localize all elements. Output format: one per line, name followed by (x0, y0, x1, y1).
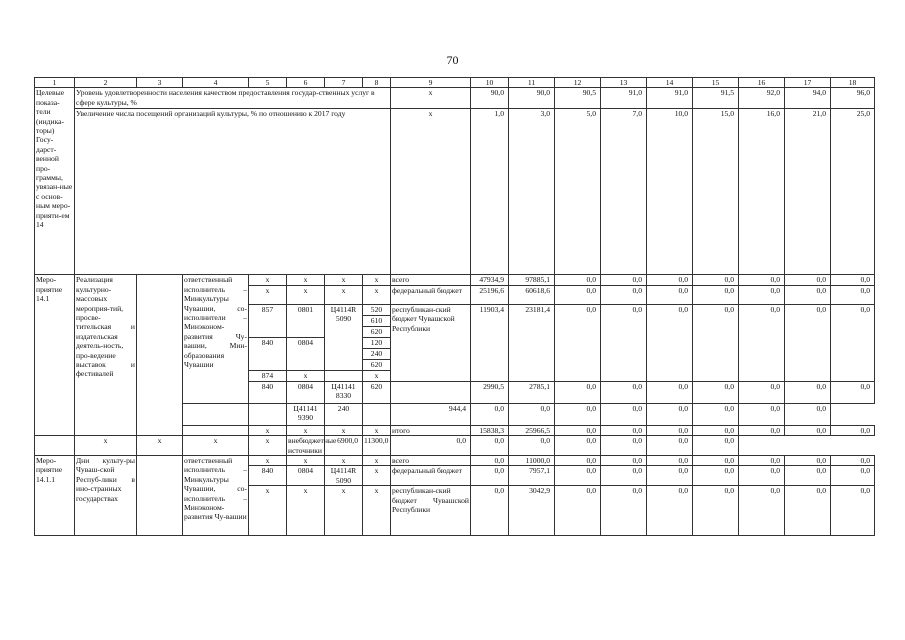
value-cell: 0,0 (739, 304, 785, 381)
value-cell: 3,0 (509, 109, 555, 275)
header-cell: 3 (137, 78, 183, 88)
value-cell: 5,0 (555, 109, 601, 275)
table-cell: Ц4114R 5090 (325, 304, 363, 370)
value-cell: 0,0 (647, 381, 693, 403)
budget-table (34, 77, 875, 536)
value-cell: 0,0 (555, 403, 601, 425)
table-cell: x (249, 425, 287, 435)
value-cell: 15,0 (693, 109, 739, 275)
value-cell: 0,0 (555, 456, 601, 466)
table-cell: x (249, 285, 287, 304)
header-cell: 8 (363, 78, 391, 88)
table-cell: x (325, 456, 363, 466)
value-cell: 0,0 (601, 436, 647, 456)
value-cell: 90,5 (555, 88, 601, 109)
table-cell: x (183, 436, 249, 456)
table-cell: x (391, 88, 471, 109)
value-cell: 60618,6 (509, 285, 555, 304)
value-cell: 0,0 (739, 486, 785, 536)
table-cell: 240 (363, 348, 391, 359)
table-cell: x (325, 285, 363, 304)
value-cell: 0,0 (693, 403, 739, 425)
table-cell: федеральный бюджет (391, 285, 471, 304)
value-cell: 0,0 (785, 381, 831, 403)
measure-name: Дни культу-ры Чуваш-ской Респуб-лики в ино-странных государствах (75, 456, 137, 536)
value-cell: 0,0 (647, 466, 693, 486)
value-cell: 0,0 (785, 486, 831, 536)
table-cell: x (363, 275, 391, 285)
table-row (35, 456, 875, 466)
value-cell: 0,0 (831, 285, 875, 304)
table-cell: 0801 (287, 304, 325, 337)
value-cell: 90,0 (471, 88, 509, 109)
value-cell: 0,0 (601, 304, 647, 381)
value-cell: 0,0 (693, 456, 739, 466)
table-row (35, 88, 875, 109)
table-cell: 620 (363, 359, 391, 370)
value-cell: 2990,5 (471, 381, 509, 403)
table-cell: республикан-ский бюджет Чувашской Республики (391, 486, 471, 536)
header-cell: 9 (391, 78, 471, 88)
value-cell: 23181,4 (509, 304, 555, 381)
value-cell: 0,0 (471, 403, 509, 425)
table-cell: x (391, 109, 471, 275)
table-cell: 120 (363, 337, 391, 348)
value-cell: 90,0 (509, 88, 555, 109)
value-cell: 25966,5 (509, 425, 555, 435)
value-cell: 0,0 (831, 425, 875, 435)
table-cell: республикан-ский бюджет Чувашской Республики (391, 304, 471, 381)
table-cell: 0804 (287, 381, 325, 403)
table-cell: 620 (363, 326, 391, 337)
value-cell: 3042,9 (509, 486, 555, 536)
value-cell: 0,0 (471, 436, 509, 456)
value-cell: 0,0 (693, 425, 739, 435)
value-cell: 0,0 (601, 403, 647, 425)
page-number: 70 (446, 53, 459, 67)
header-cell: 6 (287, 78, 325, 88)
table-cell (249, 403, 287, 425)
value-cell: 0,0 (647, 436, 693, 456)
table-cell: 620 (363, 381, 391, 403)
value-cell: 0,0 (601, 285, 647, 304)
table-cell: 520 (363, 304, 391, 315)
value-cell: 11000,0 (509, 456, 555, 466)
table-cell: x (325, 275, 363, 285)
goal-text: Уровень удовлетворенности населения качеством предоставления государ-ственных услуг в сфере культуры, % (75, 88, 391, 109)
value-cell: 0,0 (693, 304, 739, 381)
value-cell: 0,0 (693, 436, 739, 456)
table-cell: Ц41141 8330 (325, 381, 363, 403)
table-cell: федеральный бюджет (391, 466, 471, 486)
table-cell: внебюджетные источники (288, 436, 337, 455)
table-cell: 240 (325, 403, 363, 425)
value-cell: 0,0 (739, 275, 785, 285)
value-cell: 0,0 (739, 456, 785, 466)
value-cell: 0,0 (739, 466, 785, 486)
executor: ответственный исполнитель – Минкультуры Чувашии, со-исполнитель – Минэконом-развития Чу-вашии (183, 456, 249, 536)
value-cell: 10,0 (647, 109, 693, 275)
header-cell: 1 (35, 78, 75, 88)
value-cell: 0,0 (601, 381, 647, 403)
table-cell: x (75, 436, 137, 456)
value-cell: 25196,6 (471, 285, 509, 304)
value-cell: 0,0 (785, 425, 831, 435)
value-cell: 0,0 (647, 285, 693, 304)
header-cell: 17 (785, 78, 831, 88)
header-cell: 13 (601, 78, 647, 88)
value-cell: 0,0 (555, 486, 601, 536)
value-cell: 0,0 (391, 436, 471, 456)
value-cell: 0,0 (785, 304, 831, 381)
measure-id: Меро-приятие 14.1 (35, 275, 75, 436)
table-cell (137, 275, 183, 436)
value-cell: 0,0 (647, 456, 693, 466)
table-cell: x (249, 486, 287, 536)
table-row (35, 78, 875, 88)
table-cell: Ц4114R 5090 (325, 466, 363, 486)
value-cell: 91,5 (693, 88, 739, 109)
table-cell: 610 (363, 315, 391, 326)
table-cell: 840 (249, 381, 287, 403)
value-cell: 0,0 (739, 425, 785, 435)
value-cell: 94,0 (785, 88, 831, 109)
table-cell: всего (391, 275, 471, 285)
value-cell: 0,0 (555, 304, 601, 381)
header-cell: 12 (555, 78, 601, 88)
table-cell: всего (391, 456, 471, 466)
value-cell: 1,0 (471, 109, 509, 275)
value-cell: 0,0 (601, 466, 647, 486)
value-cell: 11300,0 (363, 436, 391, 456)
value-cell: 0,0 (555, 275, 601, 285)
value-cell: 0,0 (509, 436, 555, 456)
header-cell: 7 (325, 78, 363, 88)
table-cell: x (249, 436, 287, 456)
table-cell (183, 403, 249, 425)
table-cell: 857 (249, 304, 287, 337)
value-cell: 11903,4 (471, 304, 509, 381)
table-cell: x (363, 456, 391, 466)
table-cell: 840 (249, 337, 287, 370)
value-cell: 0,0 (739, 403, 785, 425)
value-cell: 0,0 (555, 381, 601, 403)
table-cell: x (363, 285, 391, 304)
table-cell: x (363, 486, 391, 536)
value-cell: 0,0 (739, 285, 785, 304)
value-cell: 0,0 (831, 466, 875, 486)
goals-label: Целевые показа-тели (индика-торы) Госу-дарст-венной про-граммы, увязан-ные с основ-ным меро-прияти-ем 14 (35, 88, 75, 275)
table-cell: x (287, 425, 325, 435)
value-cell: 0,0 (555, 466, 601, 486)
table-cell: 0804 (287, 337, 325, 370)
table-row (35, 109, 875, 275)
table-cell: итого (391, 425, 471, 435)
header-cell: 11 (509, 78, 555, 88)
value-cell: 91,0 (601, 88, 647, 109)
table-cell: x (363, 425, 391, 435)
table-cell: Ц41141 9390 (287, 403, 325, 425)
value-cell: 97885,1 (509, 275, 555, 285)
table-cell: x (325, 486, 363, 536)
value-cell: 91,0 (647, 88, 693, 109)
table-cell: x (249, 275, 287, 285)
value-cell: 0,0 (831, 275, 875, 285)
value-cell: 2785,1 (509, 381, 555, 403)
value-cell: 0,0 (601, 456, 647, 466)
value-cell: 0,0 (471, 486, 509, 536)
value-cell: 92,0 (739, 88, 785, 109)
value-cell: 6900,0 (325, 436, 363, 456)
table-cell: 874 (249, 370, 287, 381)
header-cell: 16 (739, 78, 785, 88)
header-cell: 14 (647, 78, 693, 88)
value-cell: 0,0 (785, 285, 831, 304)
value-cell: 0,0 (647, 486, 693, 536)
table-cell: x (287, 486, 325, 536)
header-cell: 4 (183, 78, 249, 88)
table-cell (183, 425, 249, 435)
table-cell: x (363, 370, 391, 381)
table-cell (35, 436, 75, 456)
table-cell: 840 (249, 466, 287, 486)
table-cell: x (287, 285, 325, 304)
value-cell: 25,0 (831, 109, 875, 275)
value-cell: 0,0 (785, 275, 831, 285)
table-cell: x (137, 436, 183, 456)
value-cell: 0,0 (509, 403, 555, 425)
value-cell: 0,0 (693, 285, 739, 304)
table-cell: x (249, 456, 287, 466)
value-cell: 16,0 (739, 109, 785, 275)
value-cell: 0,0 (555, 436, 601, 456)
value-cell: 0,0 (785, 403, 831, 425)
value-cell: 7957,1 (509, 466, 555, 486)
value-cell: 0,0 (693, 486, 739, 536)
value-cell: 0,0 (601, 425, 647, 435)
table-cell (137, 456, 183, 536)
value-cell: 0,0 (693, 275, 739, 285)
value-cell: 0,0 (647, 425, 693, 435)
header-cell: 18 (831, 78, 875, 88)
value-cell: 47934,9 (471, 275, 509, 285)
value-cell: 0,0 (471, 456, 509, 466)
table-cell: x (325, 425, 363, 435)
value-cell: 21,0 (785, 109, 831, 275)
table-row (35, 275, 875, 285)
value-cell: 0,0 (555, 285, 601, 304)
value-cell: 0,0 (785, 456, 831, 466)
value-cell: 0,0 (471, 466, 509, 486)
value-cell: 944,4 (391, 403, 471, 425)
value-cell: 0,0 (831, 381, 875, 403)
value-cell: 0,0 (601, 486, 647, 536)
table-cell (325, 370, 363, 381)
value-cell: 96,0 (831, 88, 875, 109)
executor: ответственный исполнитель – Минкультуры Чувашии, со-исполнители – Минэконом-развития Чу-вашии, Мин-образования Чувашии (183, 275, 249, 403)
header-cell: 15 (693, 78, 739, 88)
goal-text: Увеличение числа посещений организаций культуры, % по отношению к 2017 году (75, 109, 391, 275)
measure-name: Реализация культурно-массовых мероприя-тий, просве-тительская и издательская деятель-ность, про-ведение выставок и фестивалей (75, 275, 137, 436)
header-cell: 2 (75, 78, 137, 88)
value-cell: 0,0 (601, 275, 647, 285)
header-cell: 5 (249, 78, 287, 88)
measure-id: Меро-приятие 14.1.1 (35, 456, 75, 536)
value-cell: 0,0 (647, 403, 693, 425)
value-cell: 0,0 (831, 456, 875, 466)
value-cell: 0,0 (785, 466, 831, 486)
value-cell: 0,0 (693, 381, 739, 403)
table-cell (391, 381, 471, 403)
value-cell: 0,0 (647, 304, 693, 381)
value-cell: 0,0 (647, 275, 693, 285)
value-cell: 0,0 (693, 466, 739, 486)
table-cell: x (287, 370, 325, 381)
table-cell (363, 403, 391, 425)
table-row (35, 436, 875, 456)
value-cell: 0,0 (739, 381, 785, 403)
value-cell: 15838,3 (471, 425, 509, 435)
value-cell: 0,0 (831, 486, 875, 536)
value-cell: 0,0 (555, 425, 601, 435)
table-cell: x (363, 466, 391, 486)
value-cell: 7,0 (601, 109, 647, 275)
table-cell: x (287, 456, 325, 466)
value-cell: 0,0 (831, 304, 875, 381)
table-cell: 0804 (287, 466, 325, 486)
table-cell: x (287, 275, 325, 285)
header-cell: 10 (471, 78, 509, 88)
